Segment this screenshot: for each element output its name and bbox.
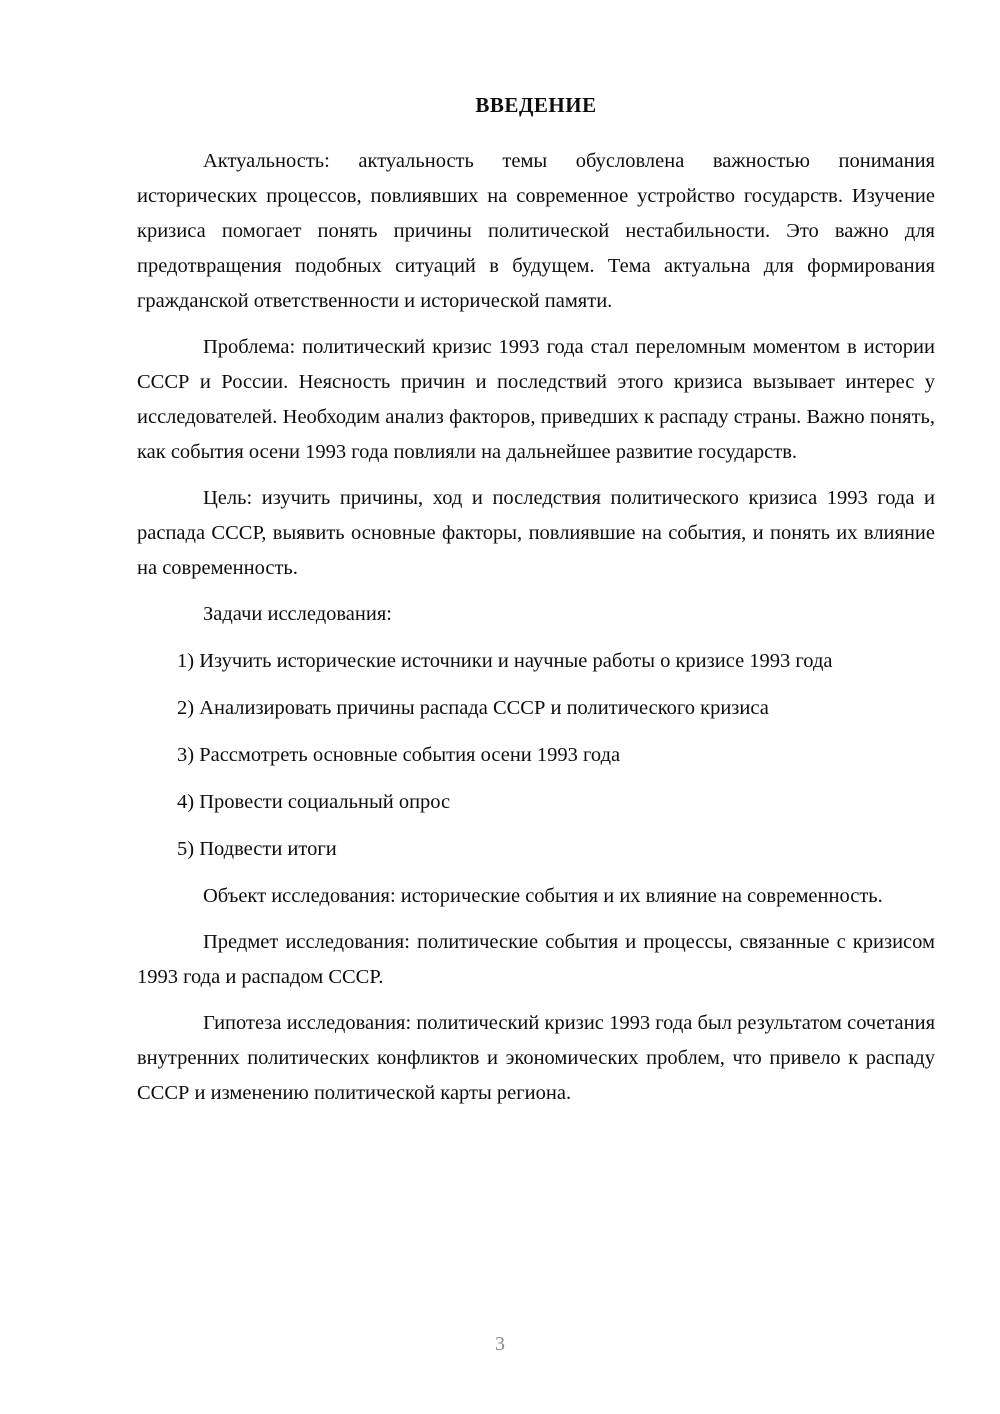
paragraph-relevance: Актуальность: актуальность темы обусловлена важностью понимания исторических процессов, повлиявших на современное устройство государств. Изучение кризиса помогает понять причины политической нестабильности. Это важно для предотвращения подобных ситуаций в будущем. Тема актуальна для формирования гражданской ответственности и исторической памяти.: [137, 149, 935, 312]
paragraph-problem: Проблема: политический кризис 1993 года стал переломным моментом в истории СССР и России. Неясность причин и последствий этого кризиса вызывает интерес у исследователей. Необходим анализ факторов, приведших к распаду страны. Важно понять, как события осени 1993 года повлияли на дальнейшее развитие государств.: [137, 335, 935, 463]
task-item-3: 3) Рассмотреть основные события осени 1993 года: [177, 743, 621, 766]
paragraph-goal: Цель: изучить причины, ход и последствия политического кризиса 1993 года и распада СССР, выявить основные факторы, повлиявшие на события, и понять их влияние на современность.: [137, 486, 935, 579]
task-item-4: 4) Провести социальный опрос: [177, 790, 451, 813]
page-content: [137, 90, 935, 1111]
tasks-list: [137, 644, 935, 867]
paragraph-subject: Предмет исследования: политические события и процессы, связанные с кризисом 1993 года и распадом СССР.: [137, 930, 935, 988]
page-number: 3: [495, 1333, 505, 1355]
paragraph-hypothesis: Гипотеза исследования: политический кризис 1993 года был результатом сочетания внутренних политических конфликтов и экономических проблем, что привело к распаду СССР и изменению политической карты региона.: [137, 1011, 935, 1104]
task-item-5: 5) Подвести итоги: [177, 837, 337, 860]
task-item-1: 1) Изучить исторические источники и научные работы о кризисе 1993 года: [177, 649, 833, 672]
page-title: ВВЕДЕНИЕ: [475, 93, 597, 117]
task-item-2: 2) Анализировать причины распада СССР и политического кризиса: [177, 696, 769, 719]
paragraph-object: Объект исследования: исторические события и их влияние на современность.: [203, 884, 883, 907]
tasks-heading: Задачи исследования:: [203, 602, 392, 625]
